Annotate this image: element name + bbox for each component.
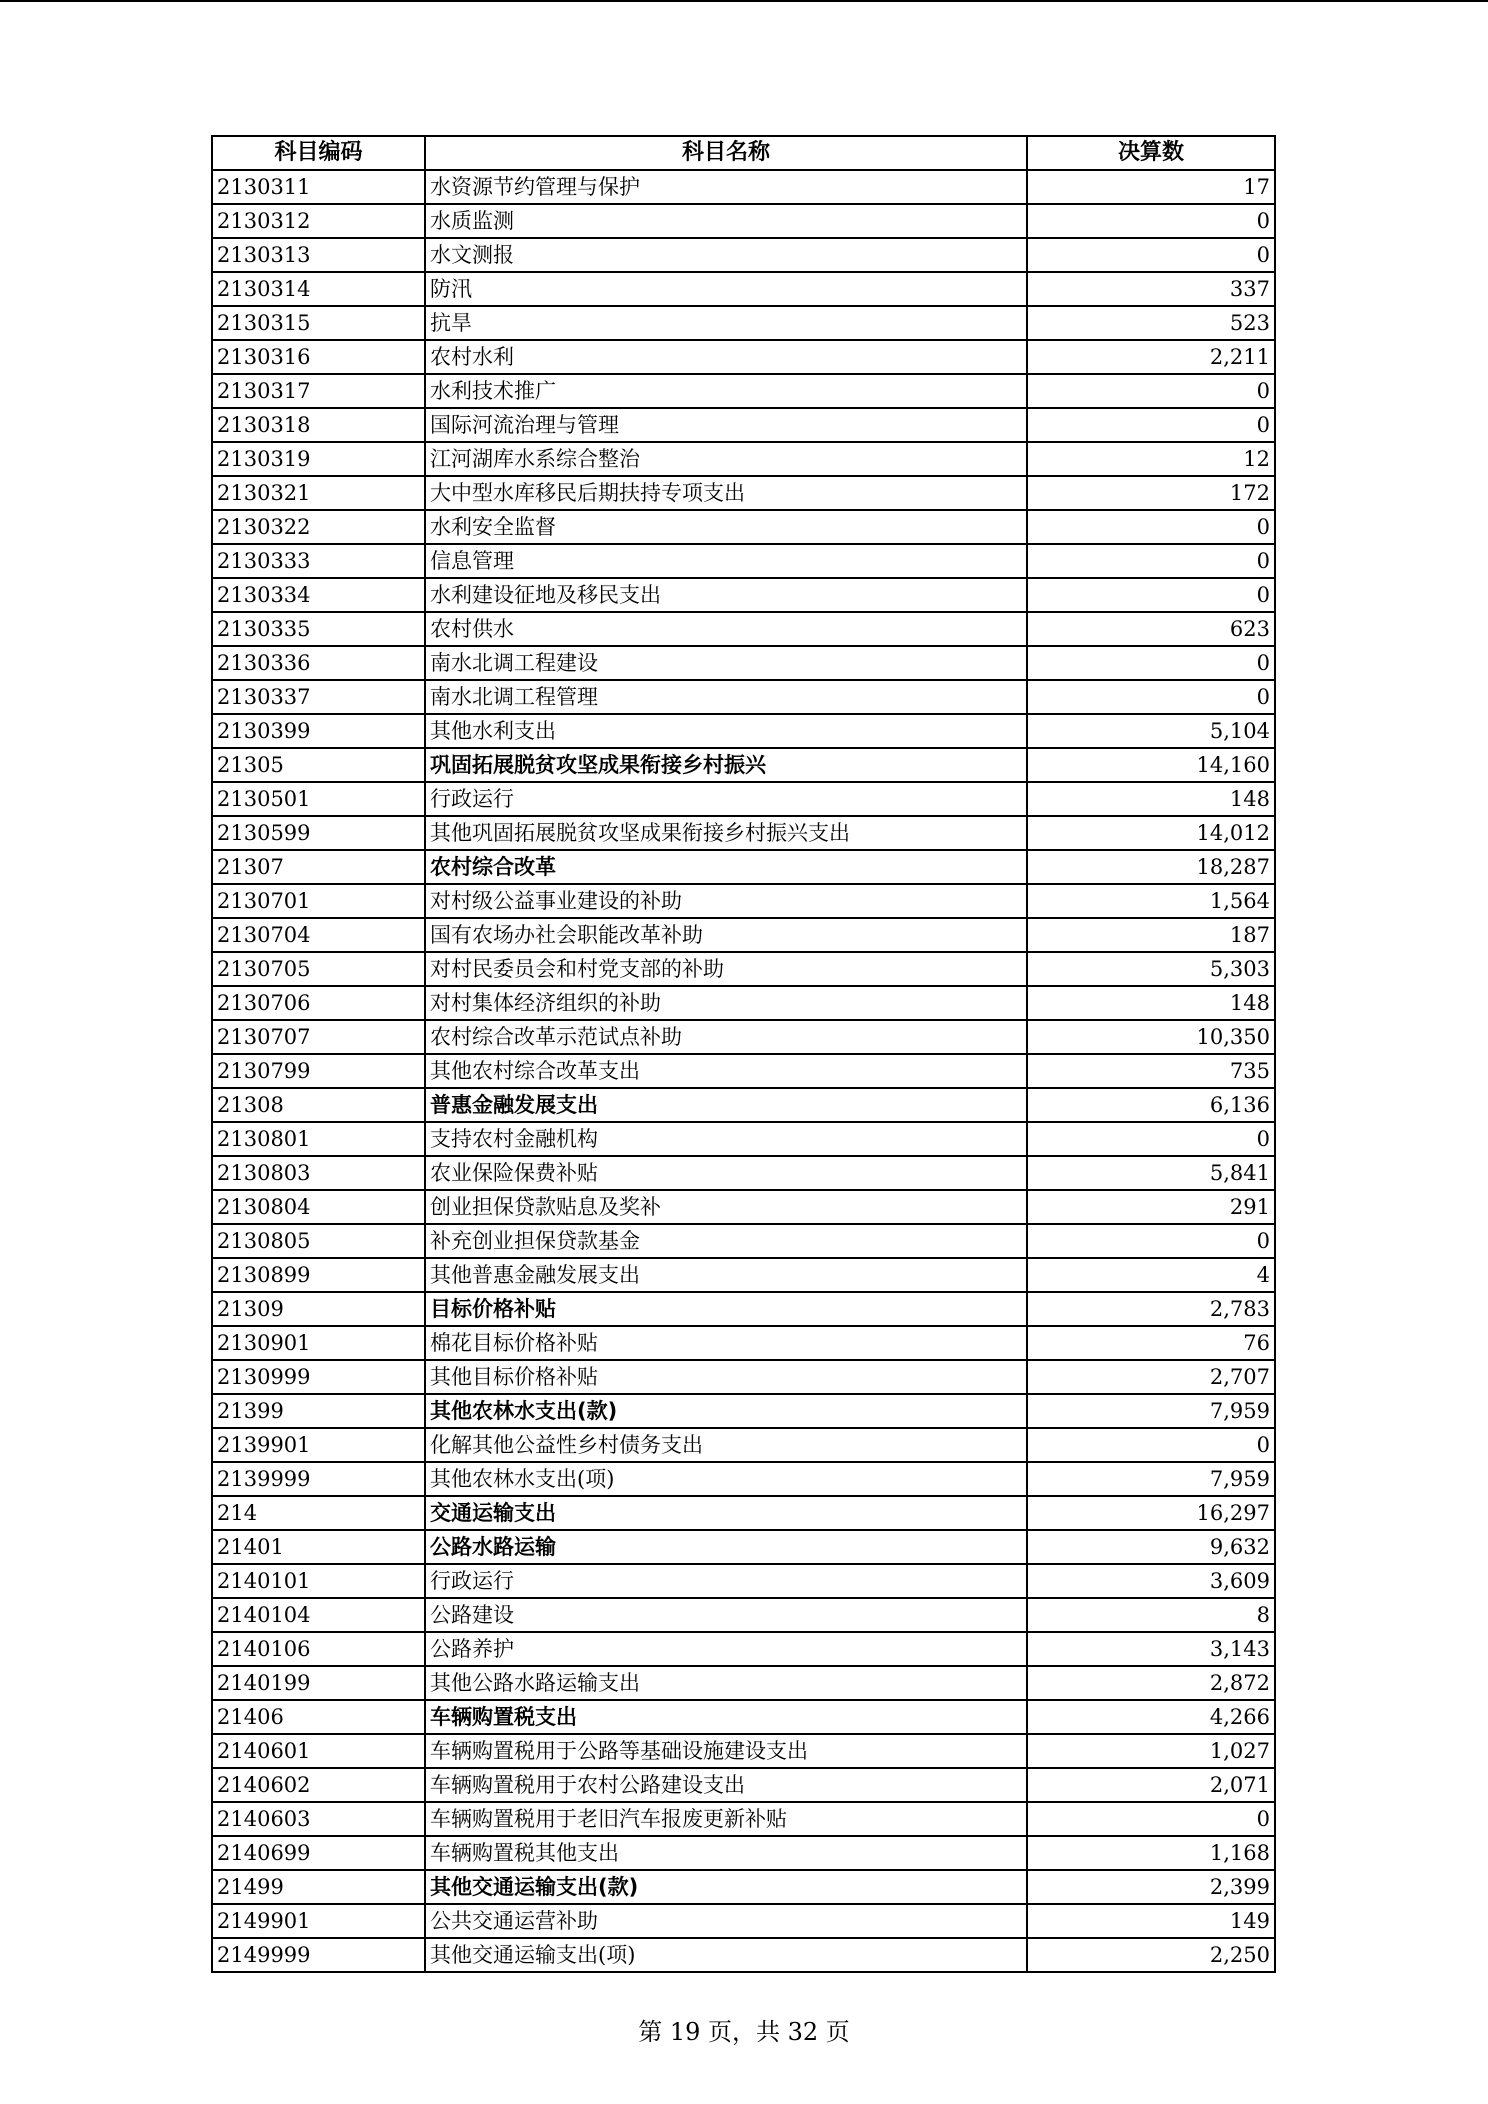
row-amount: 0 [1027, 408, 1275, 442]
row-name: 南水北调工程管理 [425, 680, 1027, 714]
row-name: 车辆购置税支出 [425, 1700, 1027, 1734]
row-name: 农村综合改革示范试点补助 [425, 1020, 1027, 1054]
row-name: 补充创业担保贷款基金 [425, 1224, 1027, 1258]
table-row [212, 816, 1275, 850]
row-name: 农村综合改革 [425, 850, 1027, 884]
row-code: 2140602 [212, 1768, 425, 1802]
row-amount: 0 [1027, 204, 1275, 238]
row-amount: 0 [1027, 238, 1275, 272]
row-name: 对村级公益事业建设的补助 [425, 884, 1027, 918]
row-code: 2130701 [212, 884, 425, 918]
top-border-line [0, 0, 1488, 2]
row-code: 2130799 [212, 1054, 425, 1088]
page-footer: 第 19 页，共 32 页 [638, 2018, 850, 2046]
row-name: 车辆购置税用于农村公路建设支出 [425, 1768, 1027, 1802]
table-row [212, 476, 1275, 510]
table-row [212, 1700, 1275, 1734]
table-row [212, 1156, 1275, 1190]
row-amount: 5,841 [1027, 1156, 1275, 1190]
row-code: 2130333 [212, 544, 425, 578]
row-name: 其他农林水支出(项) [425, 1462, 1027, 1496]
table-row [212, 204, 1275, 238]
row-amount: 0 [1027, 510, 1275, 544]
row-code: 2140603 [212, 1802, 425, 1836]
row-code: 2130399 [212, 714, 425, 748]
row-code: 2140601 [212, 1734, 425, 1768]
row-amount: 2,399 [1027, 1870, 1275, 1904]
table-row [212, 578, 1275, 612]
row-name: 水文测报 [425, 238, 1027, 272]
row-amount: 291 [1027, 1190, 1275, 1224]
row-name: 其他交通运输支出(款) [425, 1870, 1027, 1904]
budget-table [211, 135, 1276, 1973]
header-amount: 决算数 [1027, 136, 1275, 170]
row-code: 21401 [212, 1530, 425, 1564]
row-code: 2130311 [212, 170, 425, 204]
row-amount: 1,168 [1027, 1836, 1275, 1870]
row-amount: 7,959 [1027, 1462, 1275, 1496]
table-row [212, 1462, 1275, 1496]
table-row [212, 408, 1275, 442]
table-row [212, 646, 1275, 680]
row-code: 2140106 [212, 1632, 425, 1666]
row-name: 创业担保贷款贴息及奖补 [425, 1190, 1027, 1224]
row-name: 交通运输支出 [425, 1496, 1027, 1530]
row-amount: 0 [1027, 646, 1275, 680]
row-amount: 2,872 [1027, 1666, 1275, 1700]
table-row [212, 612, 1275, 646]
row-code: 2130707 [212, 1020, 425, 1054]
row-amount: 3,143 [1027, 1632, 1275, 1666]
row-name: 南水北调工程建设 [425, 646, 1027, 680]
header-name: 科目名称 [425, 136, 1027, 170]
row-name: 水质监测 [425, 204, 1027, 238]
row-name: 其他普惠金融发展支出 [425, 1258, 1027, 1292]
row-name: 棉花目标价格补贴 [425, 1326, 1027, 1360]
row-code: 2130313 [212, 238, 425, 272]
row-name: 公共交通运营补助 [425, 1904, 1027, 1938]
row-amount: 14,012 [1027, 816, 1275, 850]
row-amount: 12 [1027, 442, 1275, 476]
table-row [212, 510, 1275, 544]
row-amount: 2,250 [1027, 1938, 1275, 1972]
row-amount: 735 [1027, 1054, 1275, 1088]
row-name: 行政运行 [425, 1564, 1027, 1598]
row-amount: 148 [1027, 986, 1275, 1020]
table-row [212, 1258, 1275, 1292]
row-name: 信息管理 [425, 544, 1027, 578]
table-row [212, 1496, 1275, 1530]
row-name: 其他目标价格补贴 [425, 1360, 1027, 1394]
row-amount: 17 [1027, 170, 1275, 204]
row-code: 2130599 [212, 816, 425, 850]
table-row [212, 680, 1275, 714]
row-amount: 0 [1027, 1224, 1275, 1258]
row-amount: 172 [1027, 476, 1275, 510]
row-amount: 623 [1027, 612, 1275, 646]
row-code: 2130804 [212, 1190, 425, 1224]
row-amount: 10,350 [1027, 1020, 1275, 1054]
header-code: 科目编码 [212, 136, 425, 170]
table-row [212, 1190, 1275, 1224]
row-name: 其他农林水支出(款) [425, 1394, 1027, 1428]
row-code: 2149901 [212, 1904, 425, 1938]
row-code: 21399 [212, 1394, 425, 1428]
row-amount: 2,071 [1027, 1768, 1275, 1802]
row-name: 江河湖库水系综合整治 [425, 442, 1027, 476]
table-row [212, 306, 1275, 340]
row-name: 其他公路水路运输支出 [425, 1666, 1027, 1700]
row-name: 国有农场办社会职能改革补助 [425, 918, 1027, 952]
row-amount: 337 [1027, 272, 1275, 306]
row-code: 2130312 [212, 204, 425, 238]
table-row [212, 1088, 1275, 1122]
row-name: 车辆购置税用于公路等基础设施建设支出 [425, 1734, 1027, 1768]
row-name: 大中型水库移民后期扶持专项支出 [425, 476, 1027, 510]
table-row [212, 1938, 1275, 1972]
row-name: 车辆购置税其他支出 [425, 1836, 1027, 1870]
row-code: 2130322 [212, 510, 425, 544]
table-row [212, 1564, 1275, 1598]
row-amount: 1,027 [1027, 1734, 1275, 1768]
table-row [212, 1836, 1275, 1870]
row-name: 国际河流治理与管理 [425, 408, 1027, 442]
table-row [212, 1666, 1275, 1700]
row-code: 21406 [212, 1700, 425, 1734]
table-row [212, 884, 1275, 918]
row-code: 2130803 [212, 1156, 425, 1190]
row-code: 2140699 [212, 1836, 425, 1870]
table-row [212, 1530, 1275, 1564]
table-header-row [212, 136, 1275, 170]
table-row [212, 1904, 1275, 1938]
row-amount: 2,783 [1027, 1292, 1275, 1326]
row-code: 2130315 [212, 306, 425, 340]
row-code: 21305 [212, 748, 425, 782]
row-amount: 6,136 [1027, 1088, 1275, 1122]
table-row [212, 1020, 1275, 1054]
row-name: 目标价格补贴 [425, 1292, 1027, 1326]
row-name: 巩固拓展脱贫攻坚成果衔接乡村振兴 [425, 748, 1027, 782]
table-row [212, 340, 1275, 374]
table-row [212, 1326, 1275, 1360]
row-name: 普惠金融发展支出 [425, 1088, 1027, 1122]
table-row [212, 850, 1275, 884]
row-amount: 2,707 [1027, 1360, 1275, 1394]
row-amount: 0 [1027, 1802, 1275, 1836]
row-code: 21309 [212, 1292, 425, 1326]
row-amount: 0 [1027, 680, 1275, 714]
row-amount: 149 [1027, 1904, 1275, 1938]
row-code: 2130319 [212, 442, 425, 476]
table-row [212, 442, 1275, 476]
row-code: 2140104 [212, 1598, 425, 1632]
table-row [212, 1394, 1275, 1428]
row-code: 2140101 [212, 1564, 425, 1598]
row-code: 2139999 [212, 1462, 425, 1496]
row-code: 2130321 [212, 476, 425, 510]
row-code: 2130801 [212, 1122, 425, 1156]
row-name: 水利建设征地及移民支出 [425, 578, 1027, 612]
row-name: 其他农村综合改革支出 [425, 1054, 1027, 1088]
row-amount: 9,632 [1027, 1530, 1275, 1564]
row-amount: 4 [1027, 1258, 1275, 1292]
table-row [212, 1360, 1275, 1394]
row-amount: 76 [1027, 1326, 1275, 1360]
row-name: 行政运行 [425, 782, 1027, 816]
row-amount: 2,211 [1027, 340, 1275, 374]
row-code: 2130805 [212, 1224, 425, 1258]
row-name: 公路水路运输 [425, 1530, 1027, 1564]
row-name: 对村集体经济组织的补助 [425, 986, 1027, 1020]
row-code: 21308 [212, 1088, 425, 1122]
row-name: 农业保险保费补贴 [425, 1156, 1027, 1190]
row-code: 2130901 [212, 1326, 425, 1360]
table-row [212, 1734, 1275, 1768]
row-amount: 187 [1027, 918, 1275, 952]
table-row [212, 374, 1275, 408]
row-name: 水资源节约管理与保护 [425, 170, 1027, 204]
row-amount: 7,959 [1027, 1394, 1275, 1428]
table-row [212, 1768, 1275, 1802]
table-row [212, 748, 1275, 782]
table-row [212, 544, 1275, 578]
row-code: 21307 [212, 850, 425, 884]
row-amount: 14,160 [1027, 748, 1275, 782]
row-name: 公路养护 [425, 1632, 1027, 1666]
row-amount: 523 [1027, 306, 1275, 340]
row-code: 2149999 [212, 1938, 425, 1972]
table-row [212, 918, 1275, 952]
row-code: 2130501 [212, 782, 425, 816]
row-code: 214 [212, 1496, 425, 1530]
row-amount: 18,287 [1027, 850, 1275, 884]
row-code: 2140199 [212, 1666, 425, 1700]
table-row [212, 1802, 1275, 1836]
row-amount: 5,303 [1027, 952, 1275, 986]
row-name: 对村民委员会和村党支部的补助 [425, 952, 1027, 986]
row-code: 2130705 [212, 952, 425, 986]
row-amount: 0 [1027, 1428, 1275, 1462]
table-row [212, 1054, 1275, 1088]
row-code: 2130314 [212, 272, 425, 306]
row-code: 2130706 [212, 986, 425, 1020]
table-row [212, 1870, 1275, 1904]
row-name: 防汛 [425, 272, 1027, 306]
row-amount: 4,266 [1027, 1700, 1275, 1734]
row-code: 21499 [212, 1870, 425, 1904]
row-name: 其他巩固拓展脱贫攻坚成果衔接乡村振兴支出 [425, 816, 1027, 850]
table-row [212, 272, 1275, 306]
row-amount: 0 [1027, 578, 1275, 612]
row-amount: 8 [1027, 1598, 1275, 1632]
table-row [212, 170, 1275, 204]
row-name: 公路建设 [425, 1598, 1027, 1632]
table-row [212, 714, 1275, 748]
row-amount: 0 [1027, 544, 1275, 578]
table-row [212, 782, 1275, 816]
row-code: 2130999 [212, 1360, 425, 1394]
row-amount: 0 [1027, 1122, 1275, 1156]
row-amount: 148 [1027, 782, 1275, 816]
row-amount: 0 [1027, 374, 1275, 408]
row-name: 化解其他公益性乡村债务支出 [425, 1428, 1027, 1462]
table-row [212, 952, 1275, 986]
table-row [212, 238, 1275, 272]
row-code: 2130318 [212, 408, 425, 442]
table-row [212, 1632, 1275, 1666]
row-name: 支持农村金融机构 [425, 1122, 1027, 1156]
table-row [212, 1598, 1275, 1632]
row-code: 2130704 [212, 918, 425, 952]
row-name: 其他水利支出 [425, 714, 1027, 748]
row-name: 农村供水 [425, 612, 1027, 646]
row-amount: 16,297 [1027, 1496, 1275, 1530]
row-name: 水利技术推广 [425, 374, 1027, 408]
row-name: 车辆购置税用于老旧汽车报废更新补贴 [425, 1802, 1027, 1836]
table-row [212, 1428, 1275, 1462]
table-row [212, 986, 1275, 1020]
row-amount: 3,609 [1027, 1564, 1275, 1598]
row-name: 抗旱 [425, 306, 1027, 340]
table-row [212, 1122, 1275, 1156]
row-code: 2130316 [212, 340, 425, 374]
row-amount: 5,104 [1027, 714, 1275, 748]
row-code: 2130335 [212, 612, 425, 646]
row-code: 2130899 [212, 1258, 425, 1292]
row-code: 2130337 [212, 680, 425, 714]
row-code: 2130334 [212, 578, 425, 612]
row-name: 水利安全监督 [425, 510, 1027, 544]
row-amount: 1,564 [1027, 884, 1275, 918]
table-body [212, 170, 1275, 1972]
row-code: 2130336 [212, 646, 425, 680]
row-code: 2130317 [212, 374, 425, 408]
row-name: 农村水利 [425, 340, 1027, 374]
row-name: 其他交通运输支出(项) [425, 1938, 1027, 1972]
row-code: 2139901 [212, 1428, 425, 1462]
table-row [212, 1224, 1275, 1258]
table-row [212, 1292, 1275, 1326]
